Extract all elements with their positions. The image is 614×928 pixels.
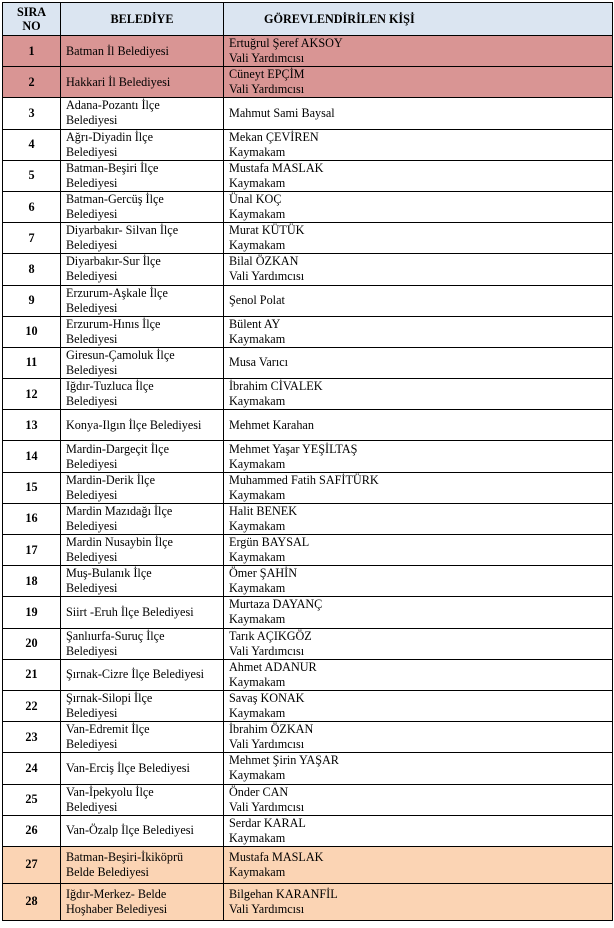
- appointee-name: Ergün BAYSAL: [229, 535, 310, 550]
- appointee-name: Mustafa MASLAK: [229, 849, 324, 864]
- municipality-cell: [61, 160, 224, 191]
- row-number: 22: [3, 690, 61, 721]
- table-row: [3, 784, 613, 815]
- row-number: 9: [3, 285, 61, 316]
- table-row: [3, 160, 613, 191]
- municipality-line: Belediyesi: [66, 737, 118, 752]
- row-number: 26: [3, 815, 61, 846]
- appointee-title: Kaymakam: [229, 175, 286, 190]
- municipality-line: Diyarbakır-Sur İlçe: [66, 254, 161, 269]
- municipality-line: Van-İpekyolu İlçe: [66, 784, 154, 799]
- municipality-cell: [61, 815, 224, 846]
- appointee-name: Önder CAN: [229, 784, 289, 799]
- appointee-name: Bülent AY: [229, 316, 281, 331]
- appointee-cell: [224, 535, 613, 566]
- municipality-line: Şırnak-Cizre İlçe Belediyesi: [66, 667, 205, 682]
- appointee-cell: [224, 254, 613, 285]
- municipality-line: Batman-Gercüş İlçe: [66, 192, 164, 207]
- row-number: 15: [3, 472, 61, 503]
- municipality-cell: [61, 597, 224, 628]
- appointee-name: Musa Varıcı: [229, 355, 289, 370]
- appointee-cell: [224, 67, 613, 98]
- municipality-line: Mardin-Derik İlçe: [66, 472, 155, 487]
- appointee-title: Kaymakam: [229, 768, 286, 783]
- appointee-name: Mekan ÇEVİREN: [229, 129, 319, 144]
- appointee-name: Mehmet Yaşar YEŞİLTAŞ: [229, 441, 358, 456]
- appointee-cell: [224, 503, 613, 534]
- municipality-cell: [61, 223, 224, 254]
- municipality-cell: [61, 628, 224, 659]
- appointee-cell: [224, 566, 613, 597]
- appointee-name: İbrahim ÖZKAN: [229, 722, 314, 737]
- appointee-title: Vali Yardımcısı: [229, 51, 305, 66]
- municipality-line: Belediyesi: [66, 487, 118, 502]
- municipality-line: Belediyesi: [66, 456, 118, 471]
- municipality-line: Belediyesi: [66, 518, 118, 533]
- appointee-title: Kaymakam: [229, 331, 286, 346]
- appointee-title: Kaymakam: [229, 238, 286, 253]
- row-number: 13: [3, 410, 61, 441]
- municipality-cell: [61, 191, 224, 222]
- table-row: [3, 815, 613, 846]
- municipality-line: Batman-Beşiri İlçe: [66, 160, 159, 175]
- municipality-line: Adana-Pozantı İlçe: [66, 98, 160, 113]
- municipality-line: Belediyesi: [66, 269, 118, 284]
- table-row: [3, 659, 613, 690]
- municipality-line: Belediyesi: [66, 113, 118, 128]
- appointee-title: Vali Yardımcısı: [229, 82, 305, 97]
- appointee-cell: [224, 160, 613, 191]
- municipality-line: Mardin Nusaybin İlçe: [66, 535, 173, 550]
- municipality-cell: [61, 98, 224, 129]
- appointee-name: Ahmet ADANUR: [229, 659, 317, 674]
- row-number: 5: [3, 160, 61, 191]
- municipality-cell: [61, 410, 224, 441]
- row-number: 16: [3, 503, 61, 534]
- row-number: 3: [3, 98, 61, 129]
- table-row: [3, 690, 613, 721]
- appointee-title: Kaymakam: [229, 487, 286, 502]
- table-row: [3, 566, 613, 597]
- appointee-name: Tarık AÇIKGÖZ: [229, 628, 312, 643]
- municipality-line: Şanlıurfa-Suruç İlçe: [66, 628, 165, 643]
- appointee-name: Mahmut Sami Baysal: [229, 105, 335, 120]
- municipality-line: Siirt -Eruh İlçe Belediyesi: [66, 604, 194, 619]
- municipality-cell: [61, 753, 224, 784]
- table-row: [3, 472, 613, 503]
- table-row: [3, 285, 613, 316]
- appointee-title: Kaymakam: [229, 518, 286, 533]
- header-gorevlendirilen-kisi: GÖREVLENDİRİLEN KİŞİ: [224, 3, 613, 36]
- appointee-cell: [224, 597, 613, 628]
- row-number: 8: [3, 254, 61, 285]
- municipality-cell: [61, 535, 224, 566]
- table-row: [3, 883, 613, 920]
- appointee-title: Vali Yardımcısı: [229, 269, 305, 284]
- row-number: 25: [3, 784, 61, 815]
- appointee-cell: [224, 472, 613, 503]
- appointee-title: Kaymakam: [229, 581, 286, 596]
- appointee-name: Mustafa MASLAK: [229, 160, 324, 175]
- row-number: 2: [3, 67, 61, 98]
- appointee-name: İbrahim CİVALEK: [229, 379, 323, 394]
- appointee-cell: [224, 441, 613, 472]
- appointee-title: Kaymakam: [229, 394, 286, 409]
- appointee-title: Kaymakam: [229, 550, 286, 565]
- appointee-title: Kaymakam: [229, 706, 286, 721]
- municipality-line: Belediyesi: [66, 144, 118, 159]
- appointee-title: Kaymakam: [229, 612, 286, 627]
- appointee-name: Mehmet Karahan: [229, 417, 314, 432]
- appointee-name: Bilal ÖZKAN: [229, 254, 299, 269]
- table-row: [3, 503, 613, 534]
- municipality-cell: [61, 316, 224, 347]
- municipality-line: Belediyesi: [66, 581, 118, 596]
- row-number: 28: [3, 883, 61, 920]
- municipality-cell: [61, 441, 224, 472]
- table-row: [3, 129, 613, 160]
- appointments-table: [2, 2, 613, 921]
- municipality-cell: [61, 472, 224, 503]
- municipality-line: Giresun-Çamoluk İlçe: [66, 347, 175, 362]
- row-number: 19: [3, 597, 61, 628]
- appointee-title: Vali Yardımcısı: [229, 643, 305, 658]
- table-row: [3, 379, 613, 410]
- table-row: [3, 410, 613, 441]
- table-row: [3, 191, 613, 222]
- municipality-line: Belediyesi: [66, 207, 118, 222]
- table-row: [3, 316, 613, 347]
- municipality-line: Belediyesi: [66, 706, 118, 721]
- row-number: 21: [3, 659, 61, 690]
- table-row: [3, 223, 613, 254]
- appointee-cell: [224, 628, 613, 659]
- appointee-title: Kaymakam: [229, 864, 286, 879]
- municipality-cell: [61, 659, 224, 690]
- appointee-title: Kaymakam: [229, 674, 286, 689]
- municipality-line: Hakkari İl Belediyesi: [66, 74, 171, 89]
- row-number: 10: [3, 316, 61, 347]
- municipality-cell: [61, 846, 224, 883]
- municipality-line: Muş-Bulanık İlçe: [66, 566, 152, 581]
- municipality-line: Erzurum-Hınıs İlçe: [66, 316, 161, 331]
- appointee-name: Serdar KARAL: [229, 815, 306, 830]
- table-row: [3, 753, 613, 784]
- appointee-title: Vali Yardımcısı: [229, 737, 305, 752]
- header-belediye: BELEDİYE: [61, 3, 224, 36]
- row-number: 27: [3, 846, 61, 883]
- appointee-cell: [224, 410, 613, 441]
- table-row: [3, 628, 613, 659]
- appointee-cell: [224, 690, 613, 721]
- appointee-title: Kaymakam: [229, 830, 286, 845]
- appointee-name: Şenol Polat: [229, 293, 285, 308]
- municipality-cell: [61, 36, 224, 67]
- municipality-line: Ağrı-Diyadin İlçe: [66, 129, 153, 144]
- municipality-line: Iğdır-Tuzluca İlçe: [66, 379, 154, 394]
- municipality-line: Erzurum-Aşkale İlçe: [66, 285, 168, 300]
- table-row: [3, 254, 613, 285]
- municipality-line: Belediyesi: [66, 300, 118, 315]
- appointee-cell: [224, 659, 613, 690]
- appointee-name: Savaş KONAK: [229, 691, 305, 706]
- appointee-cell: [224, 98, 613, 129]
- municipality-cell: [61, 379, 224, 410]
- appointee-name: Ömer ŞAHİN: [229, 566, 298, 581]
- appointee-cell: [224, 815, 613, 846]
- appointee-cell: [224, 722, 613, 753]
- appointee-cell: [224, 846, 613, 883]
- appointee-name: Murtaza DAYANÇ: [229, 597, 323, 612]
- municipality-cell: [61, 784, 224, 815]
- appointee-name: Ertuğrul Şeref AKSOY: [229, 36, 343, 51]
- table-row: [3, 441, 613, 472]
- appointee-cell: [224, 753, 613, 784]
- table-body: [3, 36, 613, 921]
- table-header-row: [3, 3, 613, 36]
- row-number: 11: [3, 347, 61, 378]
- appointee-title: Vali Yardımcısı: [229, 799, 305, 814]
- row-number: 17: [3, 535, 61, 566]
- appointee-name: Bilgehan KARANFİL: [229, 886, 338, 901]
- row-number: 23: [3, 722, 61, 753]
- municipality-line: Van-Edremit İlçe: [66, 722, 150, 737]
- municipality-line: Belediyesi: [66, 550, 118, 565]
- municipality-line: Belediyesi: [66, 362, 118, 377]
- appointee-cell: [224, 379, 613, 410]
- table-row: [3, 347, 613, 378]
- appointee-cell: [224, 883, 613, 920]
- appointee-cell: [224, 316, 613, 347]
- table-row: [3, 67, 613, 98]
- table-row: [3, 36, 613, 67]
- table-row: [3, 722, 613, 753]
- appointee-name: Halit BENEK: [229, 503, 298, 518]
- appointee-name: Ünal KOÇ: [229, 192, 282, 207]
- appointee-cell: [224, 191, 613, 222]
- municipality-line: Van-Özalp İlçe Belediyesi: [66, 823, 194, 838]
- appointee-title: Kaymakam: [229, 144, 286, 159]
- municipality-cell: [61, 347, 224, 378]
- municipality-line: Belediyesi: [66, 643, 118, 658]
- header-sira-no: SIRA NO: [3, 3, 61, 36]
- municipality-line: Belediyesi: [66, 331, 118, 346]
- table-row: [3, 846, 613, 883]
- row-number: 6: [3, 191, 61, 222]
- table-row: [3, 597, 613, 628]
- appointee-cell: [224, 784, 613, 815]
- municipality-cell: [61, 67, 224, 98]
- municipality-cell: [61, 566, 224, 597]
- municipality-line: Mardin-Dargeçit İlçe: [66, 441, 169, 456]
- row-number: 7: [3, 223, 61, 254]
- municipality-cell: [61, 690, 224, 721]
- appointee-title: Kaymakam: [229, 456, 286, 471]
- municipality-line: Belediyesi: [66, 799, 118, 814]
- row-number: 1: [3, 36, 61, 67]
- appointee-cell: [224, 347, 613, 378]
- municipality-line: Mardin Mazıdağı İlçe: [66, 503, 173, 518]
- municipality-cell: [61, 722, 224, 753]
- row-number: 4: [3, 129, 61, 160]
- municipality-line: Şırnak-Silopi İlçe: [66, 691, 153, 706]
- municipality-line: Belediyesi: [66, 394, 118, 409]
- row-number: 18: [3, 566, 61, 597]
- municipality-line: Batman-Beşiri-İkiköprü: [66, 849, 184, 864]
- municipality-line: Konya-Ilgın İlçe Belediyesi: [66, 417, 202, 432]
- municipality-cell: [61, 883, 224, 920]
- appointee-name: Mehmet Şirin YAŞAR: [229, 753, 339, 768]
- row-number: 14: [3, 441, 61, 472]
- municipality-line: Diyarbakır- Silvan İlçe: [66, 223, 179, 238]
- municipality-cell: [61, 254, 224, 285]
- appointee-cell: [224, 285, 613, 316]
- municipality-line: Belde Belediyesi: [66, 864, 149, 879]
- appointee-name: Muhammed Fatih SAFİTÜRK: [229, 472, 379, 487]
- appointee-cell: [224, 223, 613, 254]
- municipality-line: Van-Erciş İlçe Belediyesi: [66, 760, 190, 775]
- table-row: [3, 98, 613, 129]
- row-number: 24: [3, 753, 61, 784]
- appointee-name: Murat KÜTÜK: [229, 223, 305, 238]
- appointee-name: Cüneyt EPÇİM: [229, 67, 305, 82]
- appointee-cell: [224, 36, 613, 67]
- appointee-title: Vali Yardımcısı: [229, 901, 305, 916]
- municipality-line: Batman İl Belediyesi: [66, 43, 169, 58]
- municipality-line: Hoşhaber Belediyesi: [66, 901, 168, 916]
- appointee-cell: [224, 129, 613, 160]
- municipality-cell: [61, 285, 224, 316]
- municipality-line: Belediyesi: [66, 175, 118, 190]
- row-number: 12: [3, 379, 61, 410]
- table-row: [3, 535, 613, 566]
- municipality-line: Belediyesi: [66, 238, 118, 253]
- row-number: 20: [3, 628, 61, 659]
- municipality-cell: [61, 129, 224, 160]
- appointee-title: Kaymakam: [229, 207, 286, 222]
- municipality-line: Iğdır-Merkez- Belde: [66, 886, 167, 901]
- municipality-cell: [61, 503, 224, 534]
